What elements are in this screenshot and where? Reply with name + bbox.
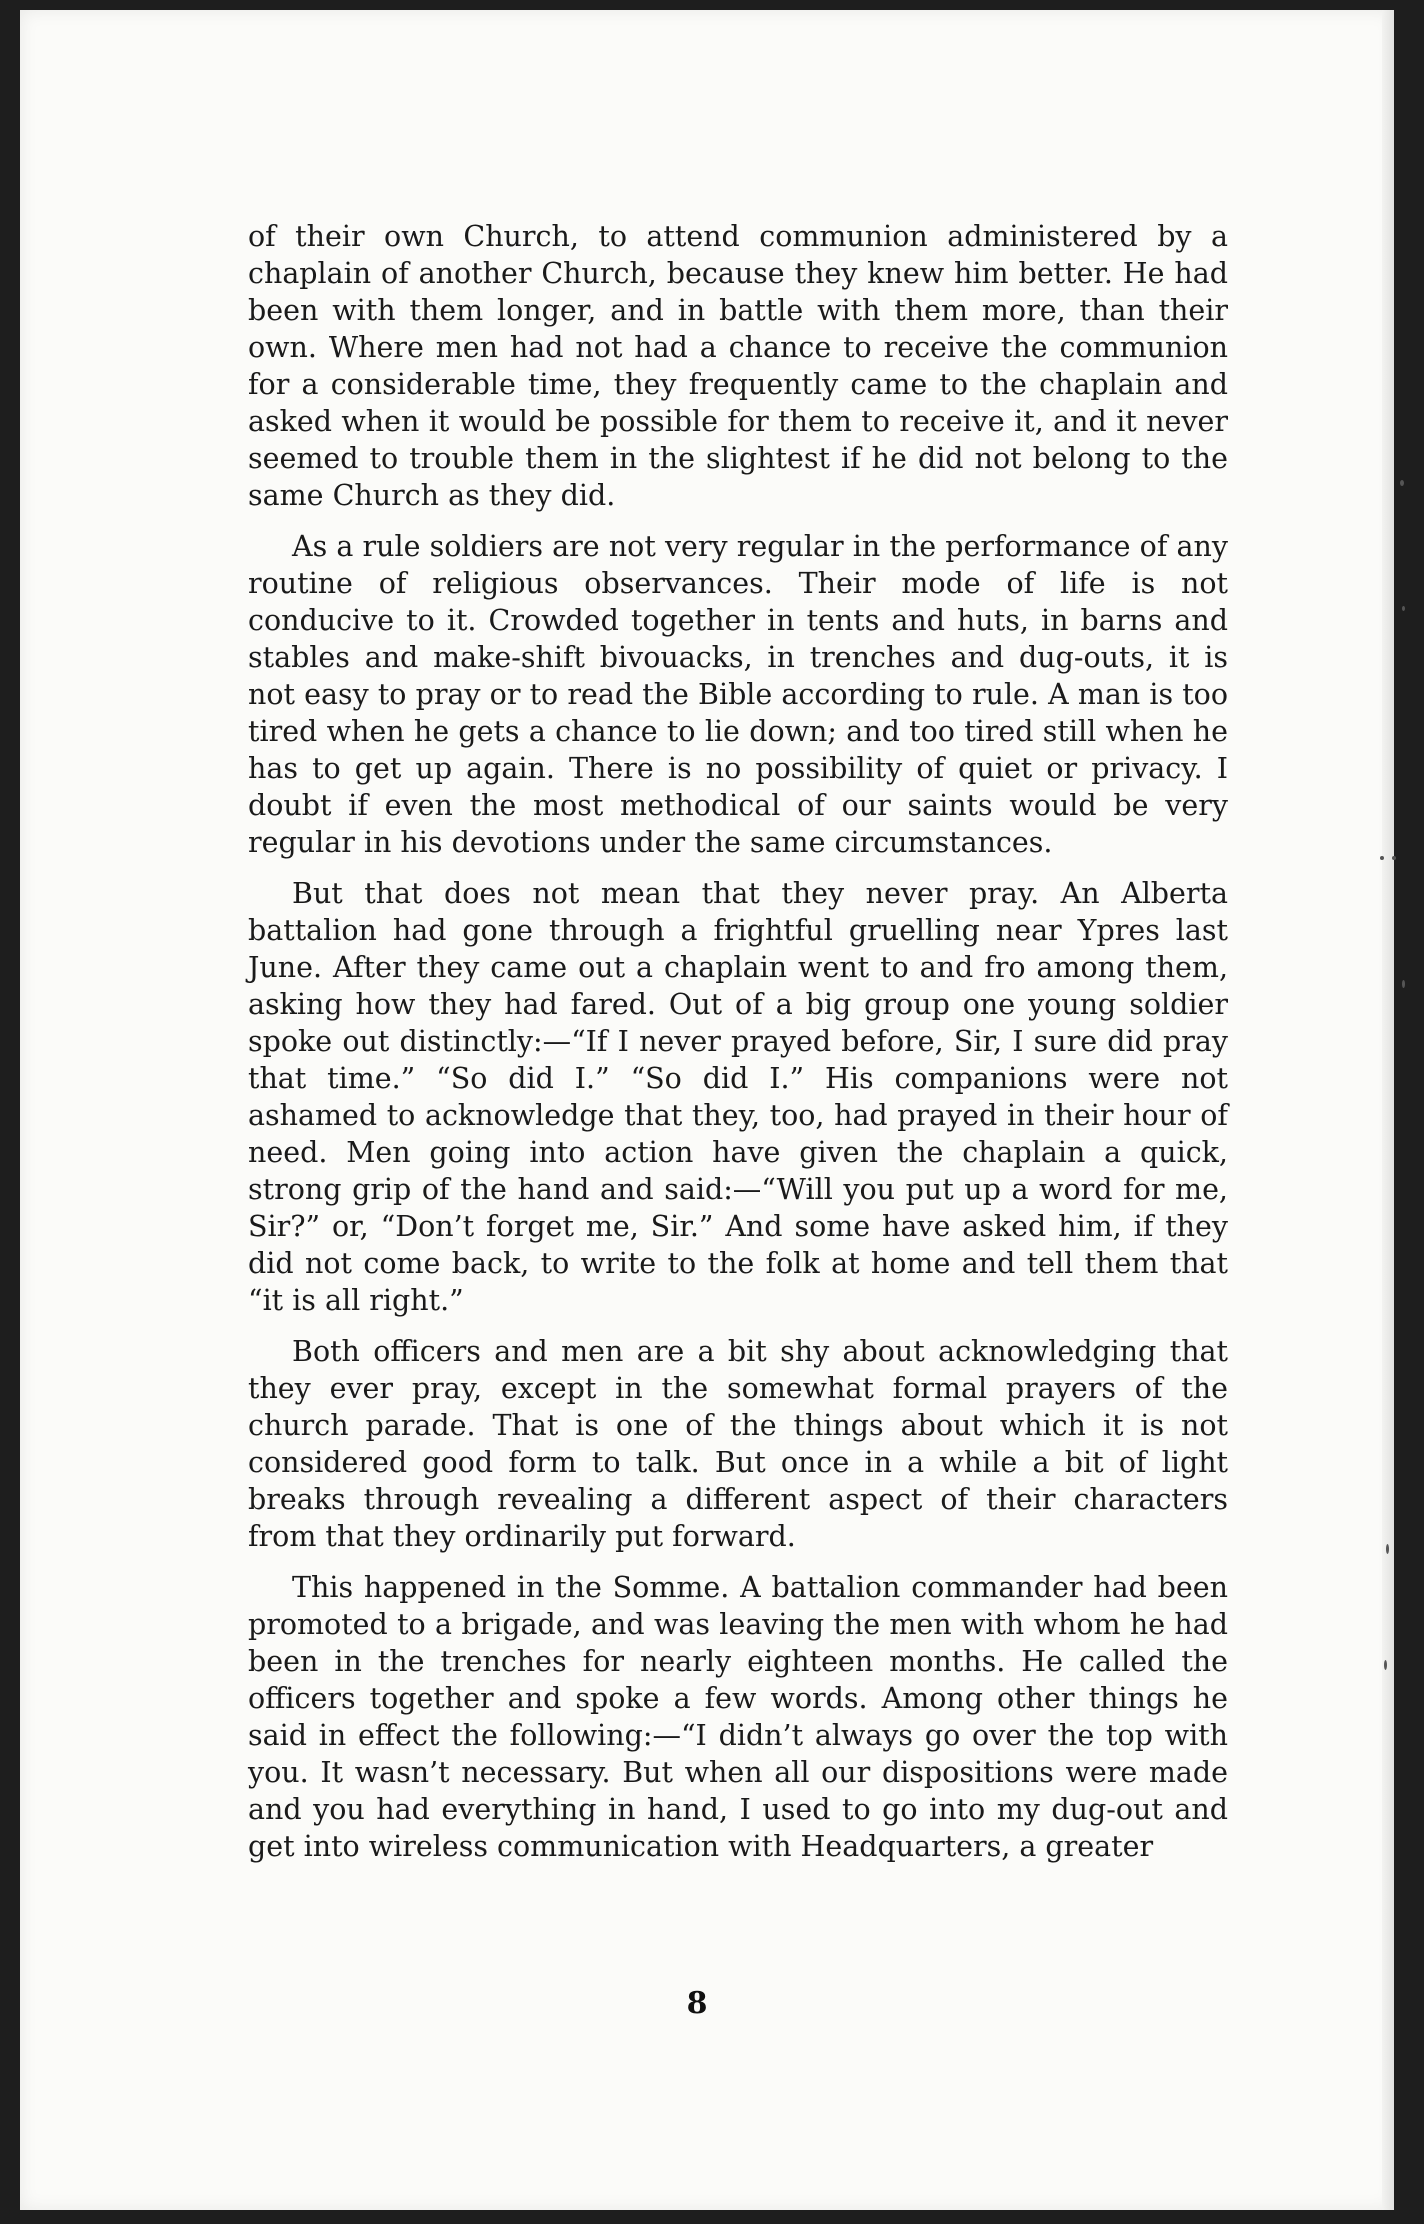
scan-speck	[1384, 1660, 1387, 1670]
book-page	[20, 10, 1394, 2210]
paragraph-shy-about-prayer: Both officers and men are a bit shy about acknowledging that they ever pray, except in the somewhat formal prayers of the church parade. That is one of the things about which it is not considered good form to talk. But once in a while a bit of light breaks through revealing a different aspect of their characters from that they ordinarily put forward.	[248, 1335, 1228, 1553]
scan-speck	[1402, 606, 1405, 611]
scan-speck	[1392, 856, 1396, 860]
scan-speck	[1380, 856, 1384, 860]
page-number: 8	[686, 1986, 708, 2021]
page-body-text	[248, 218, 1228, 1879]
paragraph-soldiers-pray: But that does not mean that they never pray. An Alberta battalion had gone through a frightful gruelling near Ypres last June. After they came out a chaplain went to and fro among them, asking how they had fared. Out of a big group one young soldier spoke out distinctly:—“If I never prayed before, Sir, I sure did pray that time.” “So did I.” “So did I.” His companions were not ashamed to acknowledge that they, too, had prayed in their hour of need. Men going into action have given the chaplain a quick, strong grip of the hand and said:—“Will you put up a word for me, Sir?” or, “Don’t forget me, Sir.” And some have asked him, if they did not come back, to write to the folk at home and tell them that “it is all right.”	[248, 877, 1228, 1317]
paragraph-communion: of their own Church, to attend communion administered by a chaplain of another Church, because they knew him better. He had been with them longer, and in battle with them more, than their own. Where men had not had a chance to receive the communion for a considerable time, they frequently came to the chaplain and asked when it would be possible for them to receive it, and it never seemed to trouble them in the slightest if he did not belong to the same Church as they did.	[248, 220, 1228, 512]
scan-speck	[1386, 1544, 1389, 1554]
paragraph-religious-observances: As a rule soldiers are not very regular in the performance of any routine of religious observances. Their mode of life is not conducive to it. Crowded together in tents and huts, in barns and stables and make-shift bivouacks, in trenches and dug-outs, it is not easy to pray or to read the Bible according to rule. A man is too tired when he gets a chance to lie down; and too tired still when he has to get up again. There is no possibility of quiet or privacy. I doubt if even the most methodical of our saints would be very regular in his devotions under the same circumstances.	[248, 530, 1228, 859]
scan-speck	[1400, 480, 1404, 486]
scan-speck	[1402, 980, 1405, 988]
page-edge	[1382, 10, 1394, 2210]
paragraph-somme-story: This happened in the Somme. A battalion commander had been promoted to a brigade, and was leaving the men with whom he had been in the trenches for nearly eighteen months. He called the officers together and spoke a few words. Among other things he said in effect the following:—“I didn’t always go over the top with you. It wasn’t necessary. But when all our dispositions were made and you had everything in hand, I used to go into my dug-out and get into wireless communication with Headquarters, a greater	[248, 1571, 1228, 1863]
